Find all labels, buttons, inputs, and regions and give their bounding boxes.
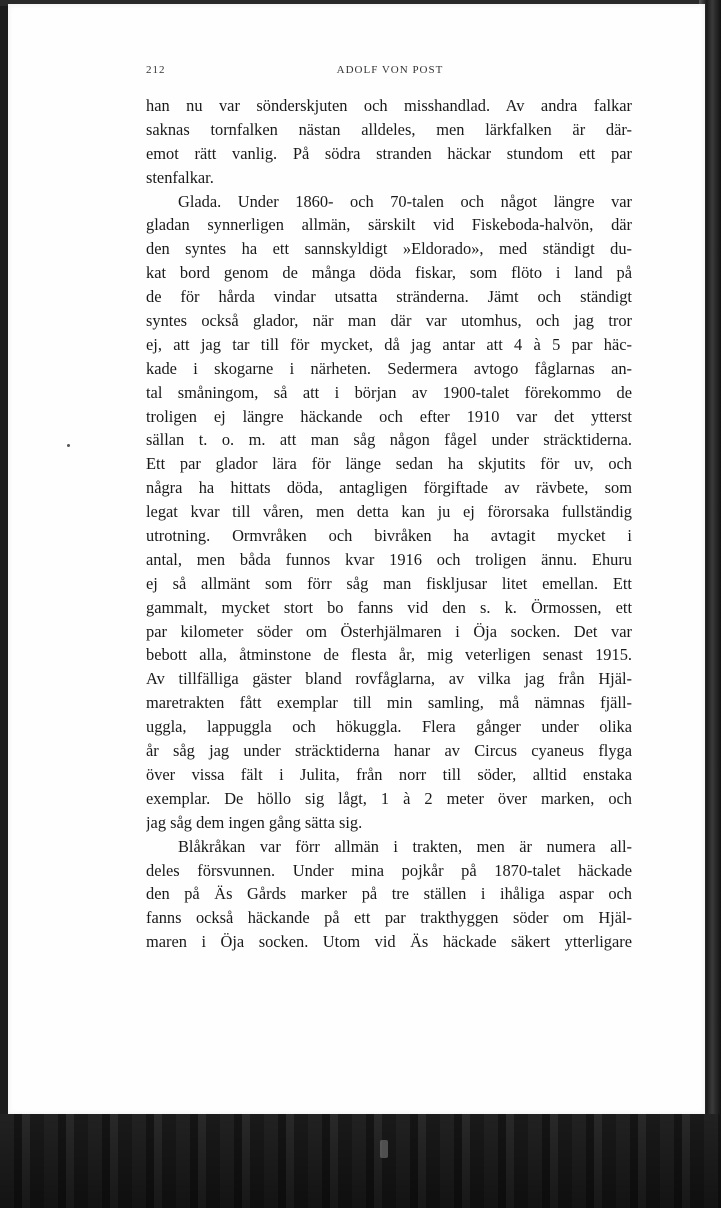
text-line: Blåkråkan var förr allmän i trakten, men är numera all- [178,836,632,856]
text-line: år såg jag under sträcktiderna hanar av Circus cyaneus flyga [146,741,632,761]
text-line: sällan t. o. m. att man såg någon fågel under sträcktiderna. [146,430,632,450]
body-text [146,94,632,954]
text-line: Av tillfälliga gäster bland rovfåglarna, av vilka jag från Hjäl- [146,669,632,689]
text-line: kat bord genom de många döda fiskar, som flöto i land på [146,263,632,283]
text-line: maren i Öja socken. Utom vid Äs häckade säkert ytterligare [146,932,632,952]
text-line: över vissa fält i Julita, från norr till söder, alltid enstaka [146,764,632,784]
margin-speck [67,444,70,447]
text-line: emot rätt vanlig. På södra stranden häckar stundom ett par [146,143,632,163]
text-line: den syntes ha ett sannskyldigt »Eldorado», med ständigt du- [146,239,632,259]
text-line: Ett par glador lära för länge sedan ha skjutits för uv, och [146,454,632,474]
page-number: 212 [146,64,166,76]
text-line: legat kvar till våren, men detta kan ju ej förorsaka fullständig [146,502,632,522]
text-line: saknas tornfalken nästan alldeles, men lärkfalken är där- [146,119,632,139]
text-line: par kilometer söder om Österhjälmaren i Öja socken. Det var [146,621,632,641]
text-line: jag såg dem ingen gång sätta sig. [146,812,363,832]
binding-mark [380,1140,388,1158]
text-line: antal, men båda funnos kvar 1916 och troligen ännu. Ehuru [146,549,632,569]
text-line: gladan synnerligen allmän, särskilt vid Fiskeboda-halvön, där [146,215,632,235]
text-line: ej så allmänt som förr såg man fiskljusar litet emellan. Ett [146,573,632,593]
text-line: deles försvunnen. Under mina pojkår på 1870-talet häckade [146,860,632,880]
text-line: några ha hittats döda, antagligen förgiftade av rävbete, som [146,478,632,498]
text-line: de för hårda vindar utsatta stränderna. Jämt och ständigt [146,287,632,307]
text-line: bebott alla, åtminstone de flesta år, mig veterligen senast 1915. [146,645,632,665]
text-line: gammalt, mycket stort bo fanns vid den s. k. Örmossen, ett [146,597,632,617]
text-line: den på Äs Gårds marker på tre ställen i ihåliga aspar och [146,884,632,904]
running-head-title: ADOLF VON POST [336,64,444,76]
text-line: syntes också glador, när man där var utomhus, och jag tror [146,311,632,331]
text-line: Glada. Under 1860- och 70-talen och något längre var [178,191,632,211]
running-head [146,64,634,82]
text-line: stenfalkar. [146,167,214,187]
text-line: han nu var sönderskjuten och misshandlad. Av andra falkar [146,96,632,115]
text-line: troligen ej längre häckande och efter 1910 var det ytterst [146,406,632,426]
text-line: utrotning. Ormvråken och bivråken ha avtagit mycket i [146,526,632,546]
text-line: tal småningom, så att i början av 1900-talet förekommo de [146,382,632,402]
text-line: exemplar. De höllo sig lågt, 1 à 2 meter över marken, och [146,788,632,808]
text-line: kade i skogarne i närheten. Sedermera avtogo fåglarnas an- [146,358,632,378]
text-line: maretrakten fått exemplar till min samling, må nämnas fjäll- [146,693,632,713]
text-line: fanns också häckande på ett par trakthyggen söder om Hjäl- [146,908,632,928]
scan-bottom-shadow [0,1114,721,1208]
text-line: ej, att jag tar till för mycket, då jag antar att 4 à 5 par häc- [146,334,632,354]
text-line: uggla, lappuggla och hökuggla. Flera gånger under olika [146,717,632,737]
